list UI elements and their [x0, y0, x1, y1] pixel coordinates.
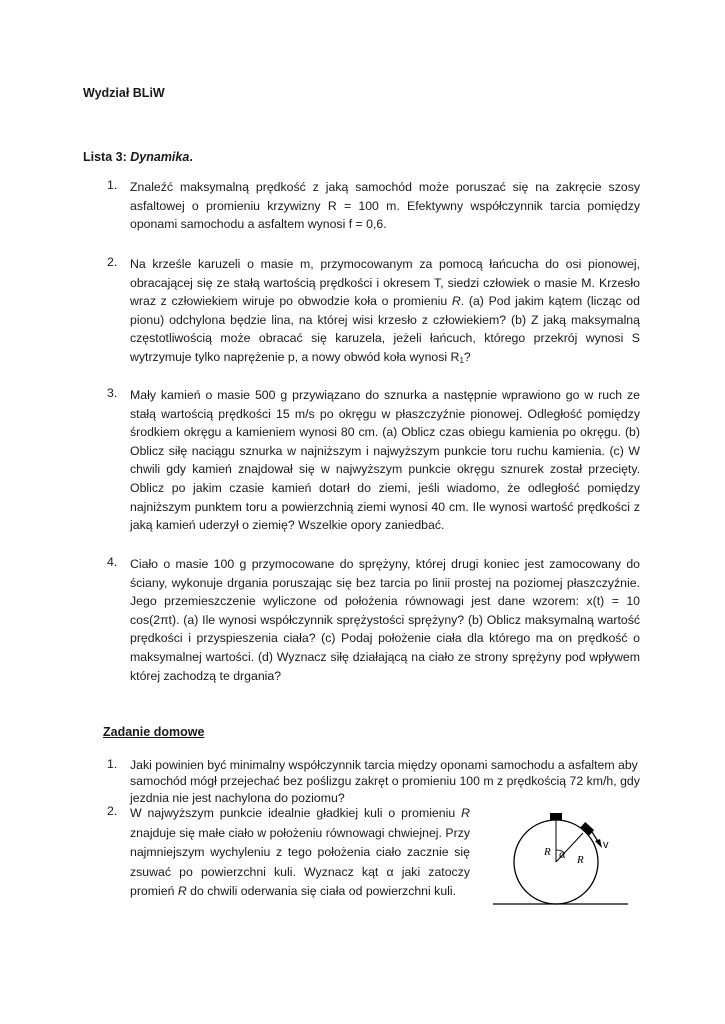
list-title — [83, 150, 193, 164]
homework-title: Zadanie domowe — [103, 725, 205, 739]
velocity-arrow-head — [595, 839, 602, 848]
homework-text-part: do chwili oderwania się ciała od powierzchni kuli. — [186, 884, 457, 899]
radius-symbol: R — [177, 884, 187, 899]
radius-symbol: R — [451, 294, 461, 309]
label-alpha: α — [559, 847, 566, 861]
homework-line: Jaki powinien być minimalny współczynnik tarcia między oponami samochodu a asfaltem aby — [130, 758, 638, 772]
department-header: Wydział BLiW — [83, 86, 165, 100]
problem-text: Znaleźć maksymalną prędkość z jaką samochód może poruszać się na zakręcie szosy asfaltowej o promieniu krzywizny R = 100 m. Efektywny współczynnik tarcia pomiędzy oponami samochodu a asfaltem wynosi f = 0,6. — [130, 180, 640, 232]
problem-number: 4. — [107, 555, 118, 569]
homework-text-part: W najwyższym punkcie idealnie gładkiej kuli o promieniu — [130, 806, 462, 820]
homework-line: samochód mógł przejechać bez poślizgu zakręt o promieniu 100 m z prędkością 72 km/h, gdy — [130, 774, 640, 789]
list-title-topic: Dynamika — [130, 150, 190, 164]
top-block — [550, 813, 562, 820]
label-v: v — [603, 839, 609, 851]
homework-text — [130, 757, 690, 806]
problem-text: Ciało o masie 100 g przymocowane do sprężyny, której drugi koniec jest zamocowany do ściany, wykonuje drgania poruszając się bez tarcia po linii prostej na poziomej płaszczyźnie. Jego przemieszczenie wyliczone od położenia równowagi jest dane wzorem: x(t) = 10 cos(2πt). (a) Ile wynosi współczynnik sprężystości sprężyny? (b) Oblicz maksymalną wartość prędkości i przyspieszenia ciała? (c) Podaj położenie ciała dla którego ma on prędkość o maksymalnej wartości. (d) Wyznacz siłę działającą na ciało ze strony sprężyny pod wpływem której zachodzą te drgania? — [130, 557, 640, 683]
radius-symbol: R — [461, 806, 470, 820]
homework-number: 2. — [107, 804, 118, 818]
problem-number: 1. — [107, 178, 118, 192]
sphere-figure — [488, 808, 633, 908]
label-r-left: R — [544, 846, 551, 858]
label-r-right: R — [577, 854, 584, 866]
homework-number: 1. — [107, 757, 118, 771]
problem-number: 2. — [107, 255, 118, 269]
problem-text — [130, 255, 640, 371]
subscript: 1 — [459, 355, 464, 365]
problem-text-part: . (a) Pod jakim kątem (licząc od pionu) odchylona będzie lina, na której wisi krzesło z człowiekiem? (b) Z jaką maksymalną częstotliwością może obracać się karuzela, jeżeli łańcuch, którego przekrój wynosi S wytrzymuje tylko naprężenie p, a nowy obwód koła wynosi R — [130, 294, 640, 364]
problem-text-part: Na krześle karuzeli o masie m, przymocowanym za pomocą łańcucha do osi pionowej, obracającej się ze stałą wartością prędkości i okresem T, siedzi człowiek o masie M. Krzesło wraz z człowiekiem wiruje po obwodzie koła o promieniu — [130, 257, 640, 309]
problem-text-part: ? — [463, 349, 471, 364]
homework-text — [130, 804, 470, 902]
list-title-suffix: . — [189, 150, 193, 164]
problem-text: Mały kamień o masie 500 g przywiązano do sznurka a następnie wprawiono go w ruch ze stałą wartością prędkości 15 m/s po okręgu w płaszczyźnie pionowej. Odległość pomiędzy środkiem okręgu a kamieniem wynosi 80 cm. (a) Oblicz czas obiegu kamienia po okręgu. (b) Oblicz siłę naciągu sznurka w najniższym i najwyższym punkcie toru ruchu kamienia. (c) W chwili gdy kamień znajdował się w najwyższym punkcie okręgu sznurek został przecięty. Oblicz po jakim czasie kamień dotarł do ziemi, jeśli wiadomo, że odległość pomiędzy najniższym punktem toru a powierzchnią ziemi wynosi 40 cm. Ile wynosi wartość prędkości z jaką kamień uderzył o ziemię? Wszelkie opory zaniedbać. — [130, 388, 640, 533]
problem-number: 3. — [107, 386, 118, 400]
list-title-prefix: Lista 3: — [83, 150, 131, 164]
homework-line: jezdnia nie jest nachylona do poziomu? — [130, 790, 345, 805]
homework-text-part: znajduje się małe ciało w położeniu równowagi chwiejnej. Przy najmniejszym wychyleniu z tego położenia ciało zacznie się zsuwać po powierzchni kuli. Wyznacz kąt α jaki zatoczy promień — [130, 825, 470, 899]
